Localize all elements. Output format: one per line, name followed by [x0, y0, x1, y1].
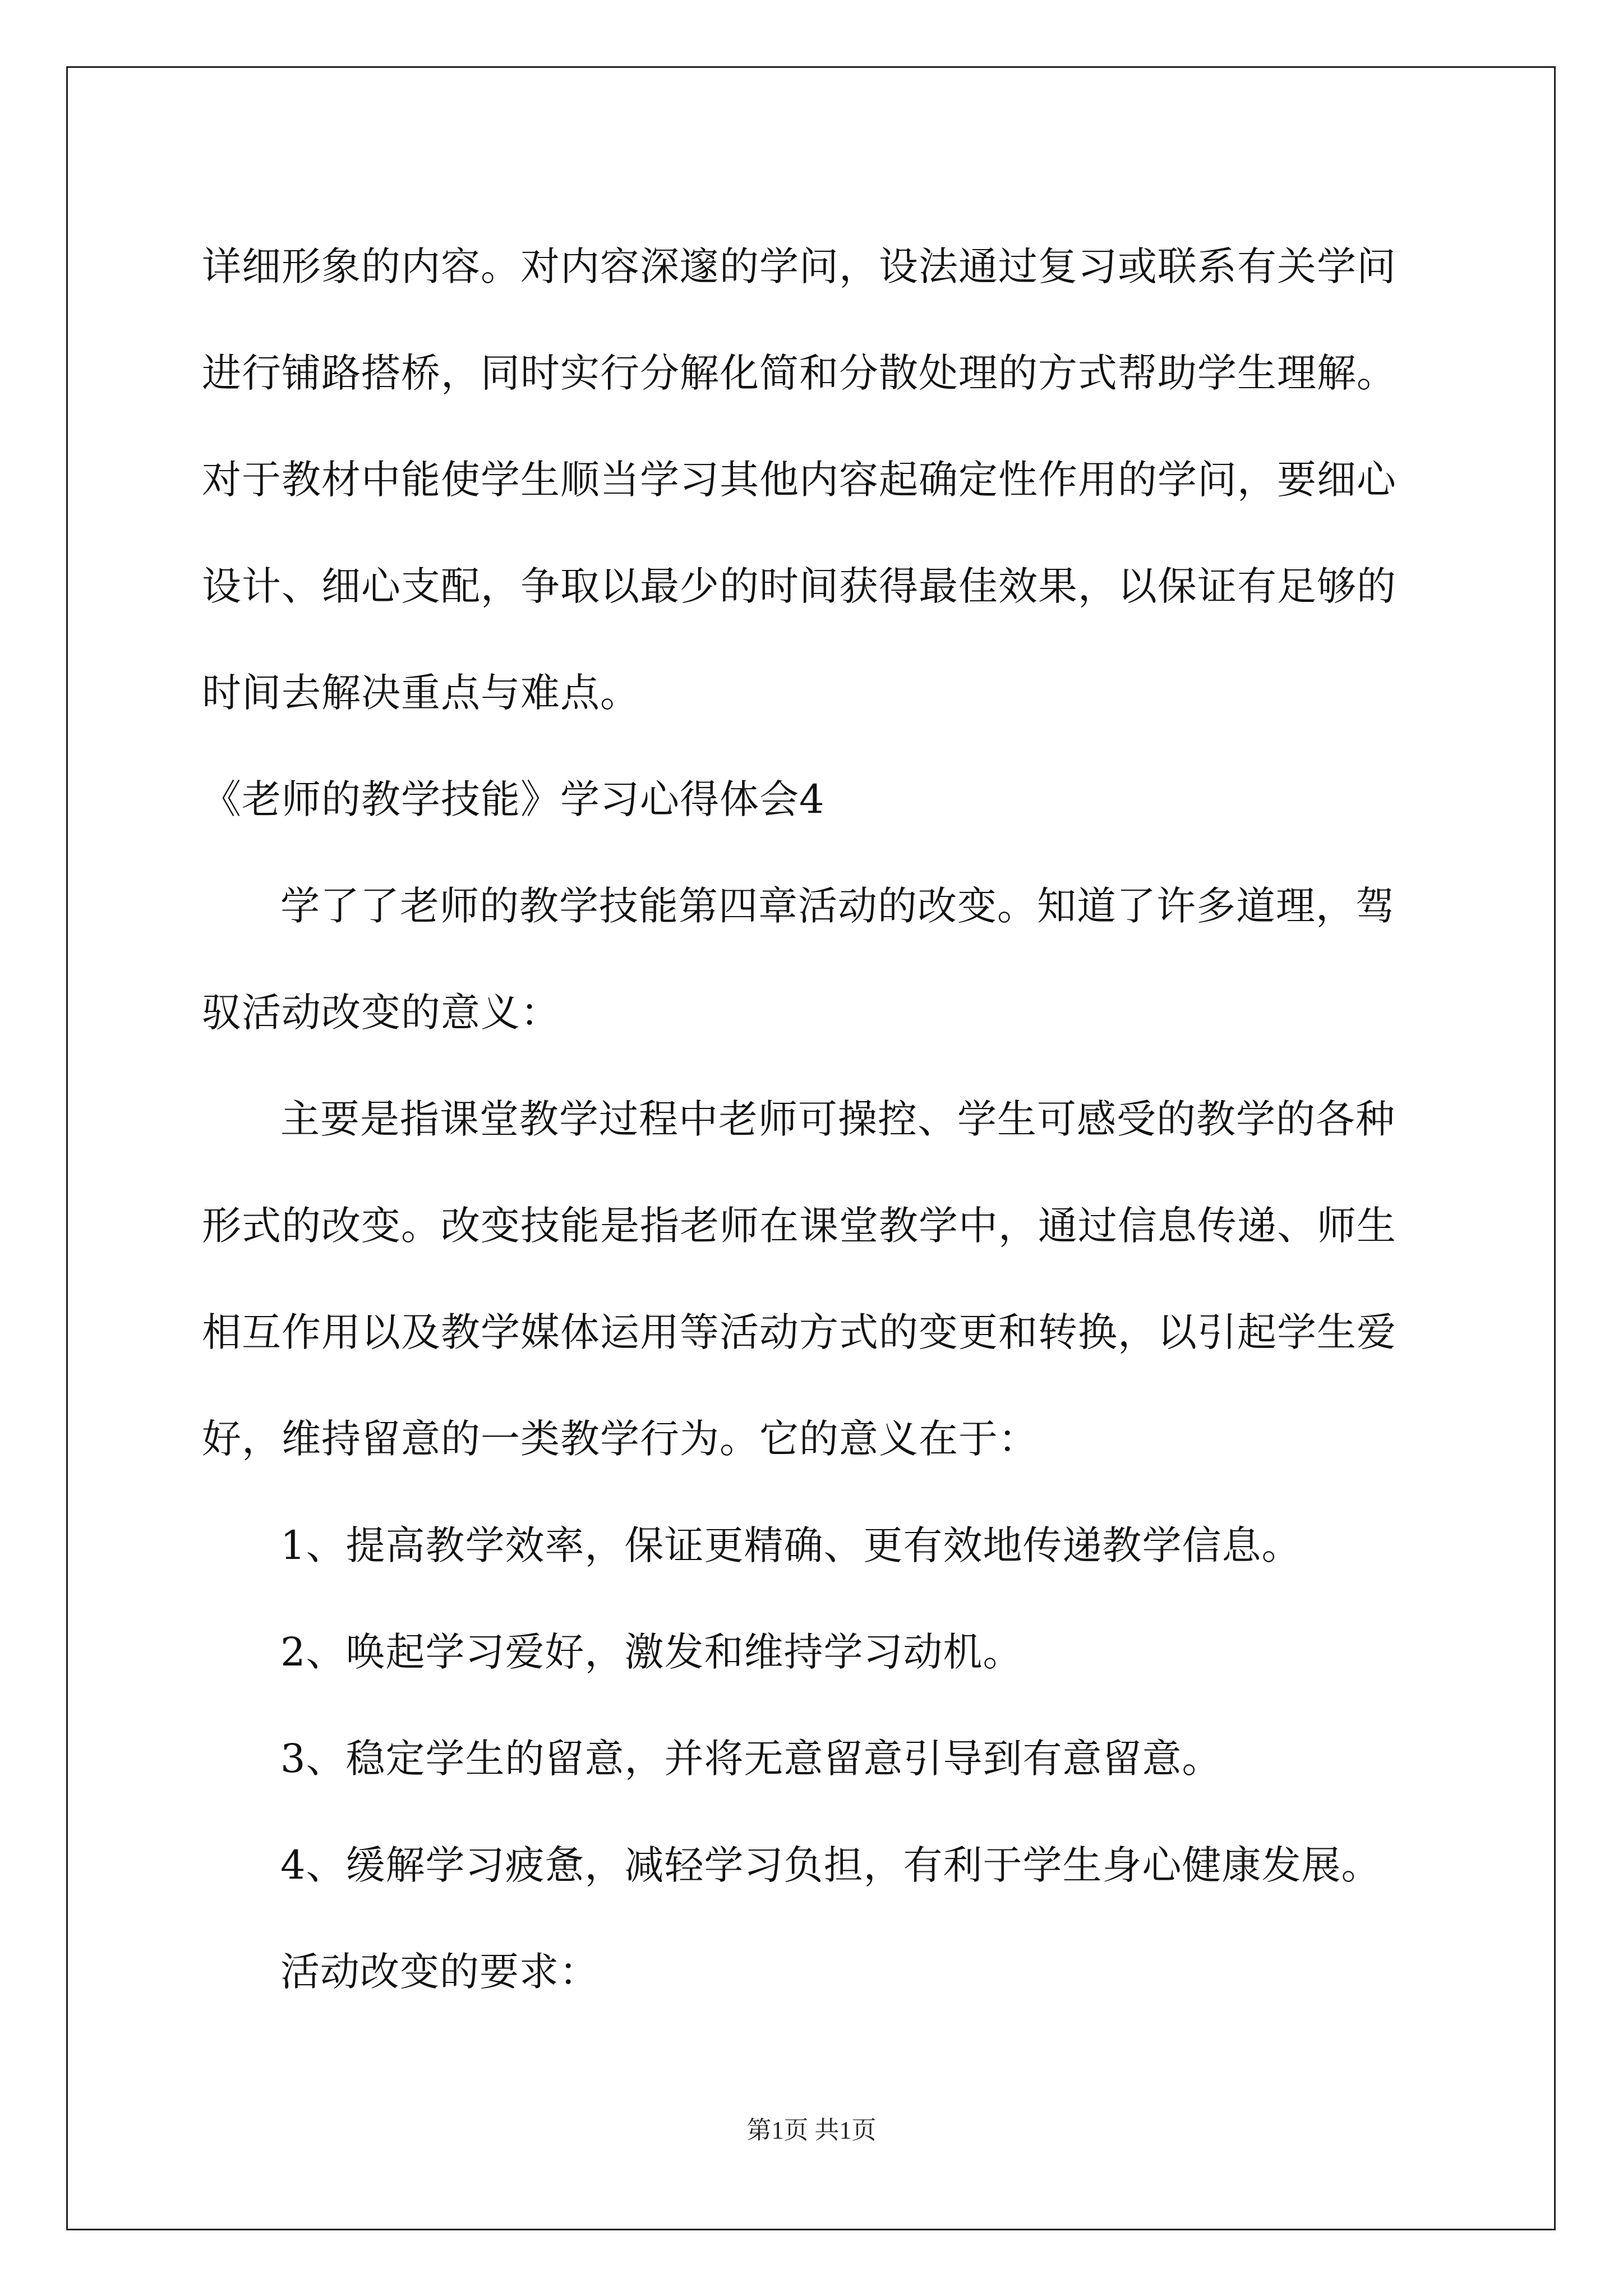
list-item: 4、缓解学习疲惫，减轻学习负担，有利于学生身心健康发展。	[280, 1842, 1381, 1888]
paragraph-line: 学了了老师的教学技能第四章活动的改变。知道了许多道理，驾	[280, 883, 1395, 929]
paragraph-line: 详细形象的内容。对内容深邃的学问，设法通过复习或联系有关学问	[202, 243, 1396, 289]
paragraph-line: 形式的改变。改变技能是指老师在课堂教学中，通过信息传递、师生	[202, 1203, 1396, 1249]
paragraph-line: 活动改变的要求：	[280, 1949, 599, 1995]
paragraph-line: 驭活动改变的意义：	[202, 990, 560, 1036]
page-footer: 第1页 共1页	[746, 2116, 877, 2144]
list-item: 3、稳定学生的留意，并将无意留意引导到有意留意。	[280, 1736, 1222, 1782]
paragraph-line: 好，维持留意的一类教学行为。它的意义在于：	[202, 1416, 1038, 1462]
section-title: 《老师的教学技能》学习心得体会4	[202, 776, 825, 822]
paragraph-line: 时间去解决重点与难点。	[202, 670, 640, 716]
paragraph-line: 主要是指课堂教学过程中老师可操控、学生可感受的教学的各种	[280, 1096, 1395, 1142]
paragraph-line: 进行铺路搭桥，同时实行分解化简和分散处理的方式帮助学生理解。	[202, 350, 1396, 396]
paragraph-line: 对于教材中能使学生顺当学习其他内容起确定性作用的学问，要细心	[202, 457, 1396, 503]
paragraph-line: 设计、细心支配，争取以最少的时间获得最佳效果，以保证有足够的	[202, 563, 1396, 609]
list-item: 1、提高教学效率，保证更精确、更有效地传递教学信息。	[280, 1522, 1302, 1568]
list-item: 2、唤起学习爱好，激发和维持学习动机。	[280, 1629, 1023, 1675]
document-body	[202, 213, 1436, 2025]
paragraph-line: 相互作用以及教学媒体运用等活动方式的变更和转换，以引起学生爱	[202, 1309, 1396, 1355]
